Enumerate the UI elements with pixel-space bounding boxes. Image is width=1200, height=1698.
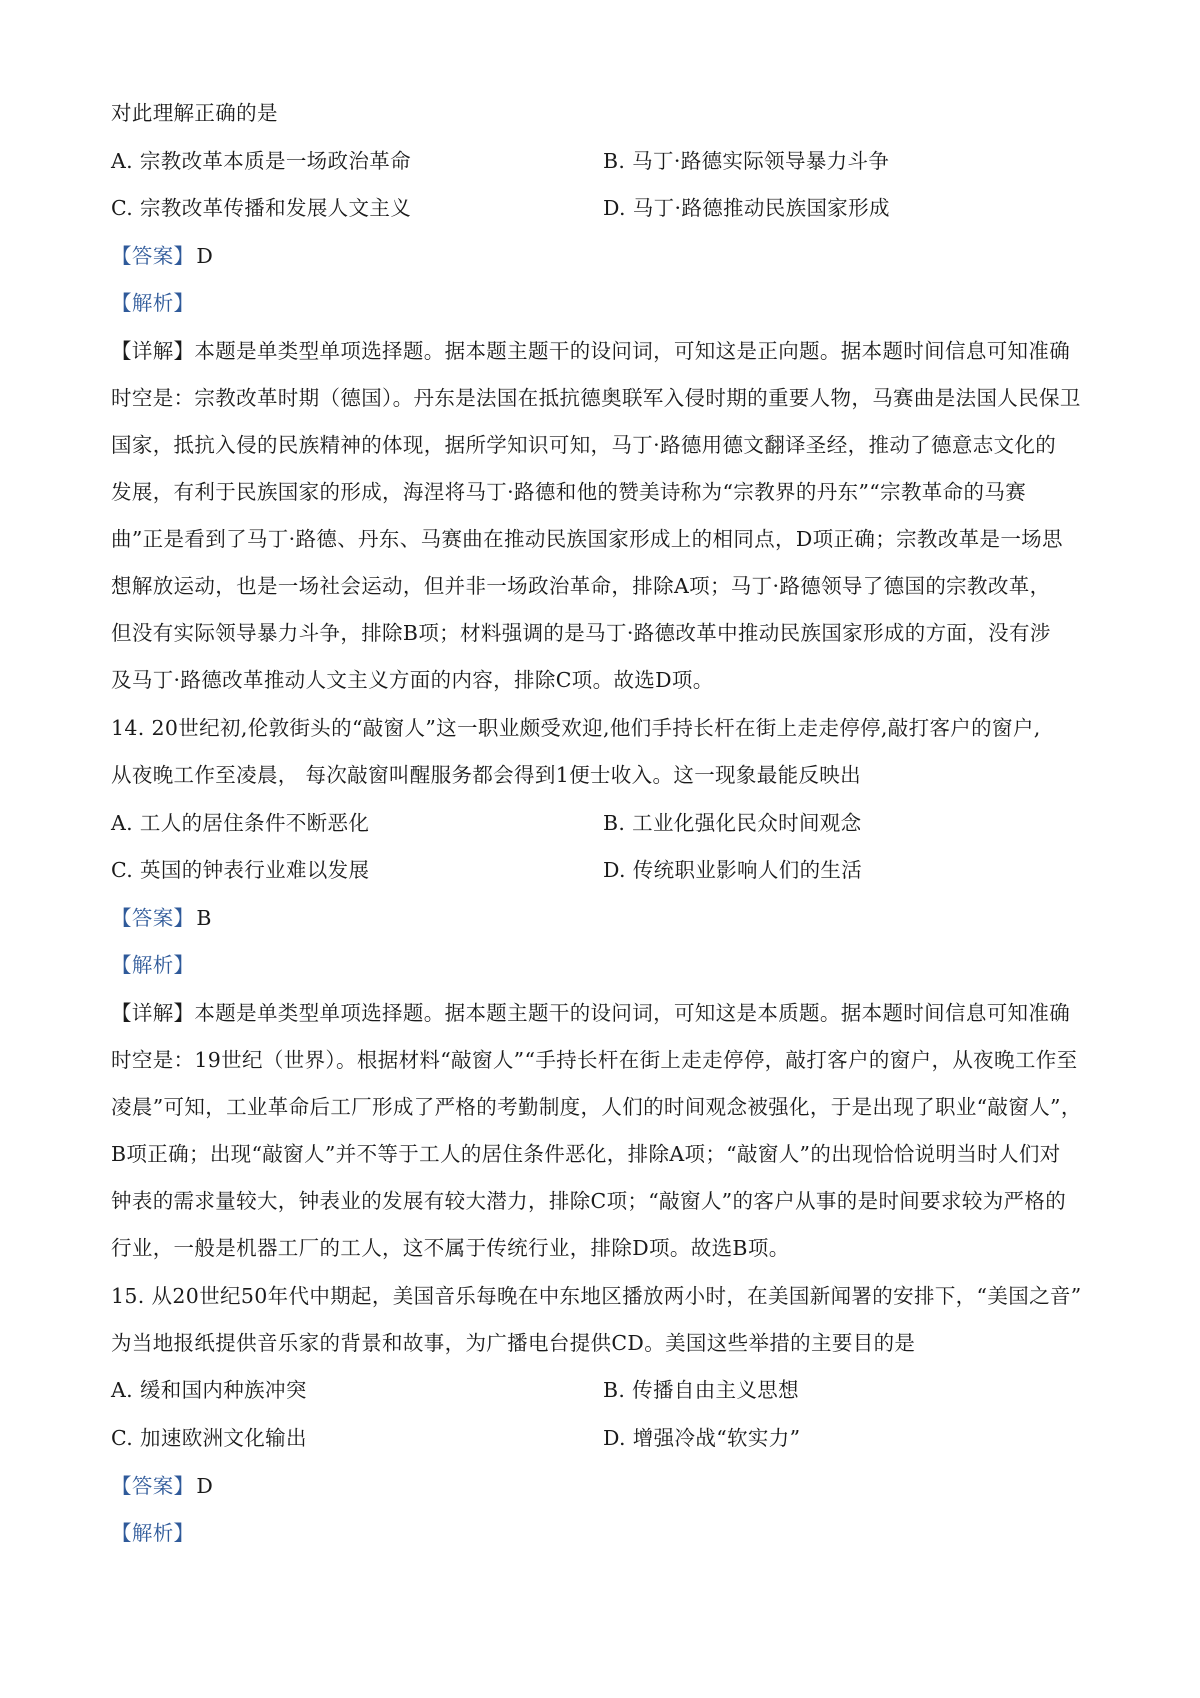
- detail-text: 本题是单类型单项选择题。据本题主题干的设问词，可知这是正向题。据本题时间信息可知准确: [194, 339, 1071, 363]
- q13-detail-line-7: 但没有实际领导暴力斗争，排除B项；材料强调的是马丁·路德改革中推动民族国家形成的方面，没有涉: [111, 621, 1051, 645]
- q13-detail-line-3: 国家，抵抗入侵的民族精神的体现，据所学知识可知，马丁·路德用德文翻译圣经，推动了德意志文化的: [111, 433, 1057, 457]
- q15-answer-line: [111, 1471, 1101, 1501]
- q13-detail-line-4: 发展，有利于民族国家的形成，海涅将马丁·路德和他的赞美诗称为“宗教界的丹东”“宗教革命的马赛: [111, 480, 1027, 504]
- q14-detail-line-1: [111, 998, 1101, 1028]
- q15-option-a: A. 缓和国内种族冲突: [111, 1378, 307, 1402]
- q14-answer-line: [111, 903, 1101, 933]
- answer-value: D: [196, 1474, 214, 1498]
- q13-detail-line-1: [111, 336, 1101, 366]
- q14-stem-line-1: 14. 20世纪初,伦敦街头的“敲窗人”这一职业颇受欢迎,他们手持长杆在街上走走停停,敲打客户的窗户,: [111, 716, 1041, 740]
- q14-detail-line-2: 时空是：19世纪（世界）。根据材料“敲窗人”“手持长杆在街上走走停停，敲打客户的窗户，从夜晚工作至: [111, 1048, 1078, 1072]
- q15-option-c: C. 加速欧洲文化输出: [111, 1426, 307, 1450]
- q14-detail-line-6: 行业，一般是机器工厂的工人，这不属于传统行业，排除D项。故选B项。: [111, 1236, 790, 1260]
- answer-label: 【答案】: [111, 1474, 195, 1498]
- answer-label: 【答案】: [111, 244, 195, 268]
- q13-detail-line-2: 时空是：宗教改革时期（德国）。丹东是法国在抵抗德奥联军入侵时期的重要人物，马赛曲是法国人民保卫: [111, 386, 1081, 410]
- q13-option-a: A. 宗教改革本质是一场政治革命: [111, 149, 411, 173]
- q15-analysis-label: 【解析】: [111, 1521, 195, 1545]
- answer-label: 【答案】: [111, 906, 195, 930]
- q13-analysis-label: 【解析】: [111, 291, 195, 315]
- detail-label: 【详解】: [111, 339, 195, 363]
- q13-option-b: B. 马丁·路德实际领导暴力斗争: [603, 149, 890, 173]
- q14-analysis-label: 【解析】: [111, 953, 195, 977]
- q13-option-d: D. 马丁·路德推动民族国家形成: [603, 196, 890, 220]
- q14-detail-line-5: 钟表的需求量较大，钟表业的发展有较大潜力，排除C项；“敲窗人”的客户从事的是时间要求较为严格的: [111, 1189, 1067, 1213]
- q15-stem-line-2: 为当地报纸提供音乐家的背景和故事，为广播电台提供CD。美国这些举措的主要目的是: [111, 1331, 916, 1355]
- q14-detail-line-4: B项正确；出现“敲窗人”并不等于工人的居住条件恶化，排除A项；“敲窗人”的出现恰恰说明当时人们对: [111, 1142, 1061, 1166]
- answer-value: B: [196, 906, 212, 930]
- q13-detail-line-6: 想解放运动，也是一场社会运动，但并非一场政治革命，排除A项；马丁·路德领导了德国的宗教改革，: [111, 574, 1051, 598]
- q14-stem-line-2: 从夜晚工作至凌晨， 每次敲窗叫醒服务都会得到1便士收入。这一现象最能反映出: [111, 763, 862, 787]
- q15-option-b: B. 传播自由主义思想: [603, 1378, 799, 1402]
- answer-value: D: [196, 244, 214, 268]
- detail-label: 【详解】: [111, 1001, 195, 1025]
- q14-detail-line-3: 凌晨”可知，工业革命后工厂形成了严格的考勤制度，人们的时间观念被强化，于是出现了职业“敲窗人”，: [111, 1095, 1082, 1119]
- detail-text: 本题是单类型单项选择题。据本题主题干的设问词，可知这是本质题。据本题时间信息可知准确: [194, 1001, 1071, 1025]
- q15-option-d: D. 增强冷战“软实力”: [603, 1426, 801, 1450]
- q13-stem-tail: 对此理解正确的是: [111, 101, 278, 125]
- q14-option-c: C. 英国的钟表行业难以发展: [111, 858, 370, 882]
- q13-detail-line-5: 曲”正是看到了马丁·路德、丹东、马赛曲在推动民族国家形成上的相同点，D项正确；宗教改革是一场思: [111, 527, 1063, 551]
- q14-option-a: A. 工人的居住条件不断恶化: [111, 811, 370, 835]
- q15-stem-line-1: 15. 从20世纪50年代中期起，美国音乐每晚在中东地区播放两小时，在美国新闻署的安排下，“美国之音”: [111, 1284, 1082, 1308]
- q13-answer-line: [111, 241, 1101, 271]
- q14-option-b: B. 工业化强化民众时间观念: [603, 811, 862, 835]
- q13-option-c: C. 宗教改革传播和发展人文主义: [111, 196, 412, 220]
- q14-option-d: D. 传统职业影响人们的生活: [603, 858, 863, 882]
- q13-detail-line-8: 及马丁·路德改革推动人文主义方面的内容，排除C项。故选D项。: [111, 668, 714, 692]
